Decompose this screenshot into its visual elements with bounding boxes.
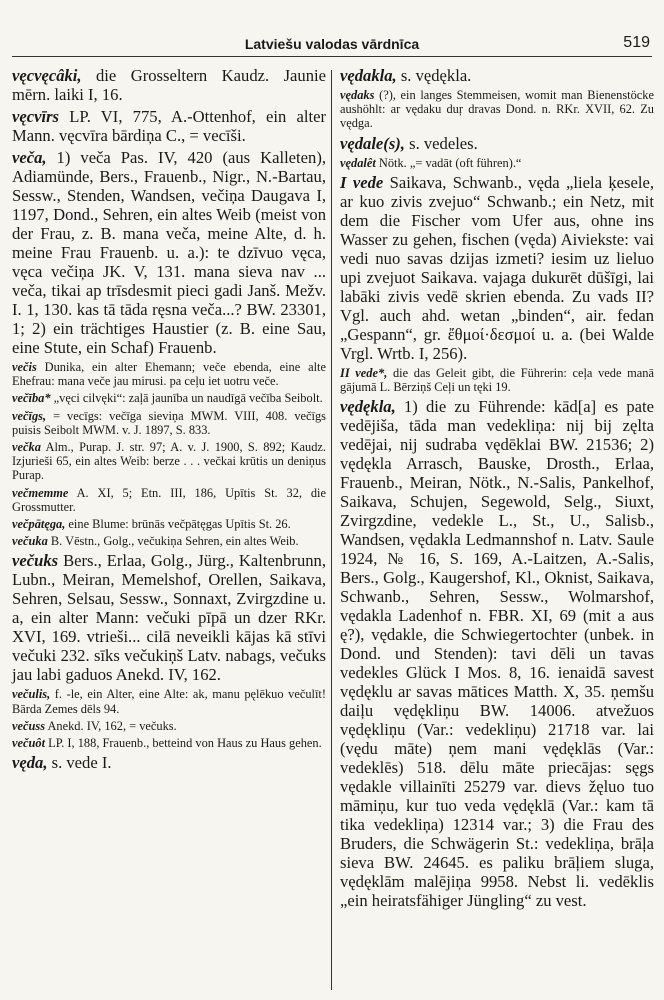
entry-definition: s. vędękla.: [396, 66, 472, 85]
page-number: 519: [623, 34, 650, 51]
entry-headword: večka: [12, 440, 41, 455]
dictionary-entry: [12, 486, 326, 514]
dictionary-entry: [12, 391, 326, 405]
entry-headword: večība*: [12, 391, 51, 406]
dictionary-entry: [12, 440, 326, 483]
entry-headword: večuôt: [12, 736, 46, 751]
entry-definition: = vecīgs: večīga sieviņa MWM. VIII, 408. večīgs puisis Seibolt MWM. v. J. 1897, S. 833.: [12, 408, 326, 437]
dictionary-entry: [340, 366, 654, 394]
dictionary-entry: [12, 66, 326, 104]
entry-definition: f. -le, ein Alter, eine Alte: ak, manu pęlēkuo večulīt! Bārda Zemes dēls 94.: [12, 687, 326, 716]
dictionary-entry: [12, 719, 326, 733]
entry-definition: 1) die zu Führende: kād[a] es pate vedējiša, tāda man vedekliņa: nij bij zęlta vedējai, nij sudraba vędēklai BW. 21536; 2) vędękla Arrasch, Bauske, Drosth., Erlaa, Frauenb., Meiran, Nötk., N.-Salis, Pankelhof, Saikava, Schujen, Segewold, Selg., Siuxt, Zvirgzdine, vedekle L., St., U., Salisb., Wandsen, vędakla Ledmannshof n. Latv. Saule 1924, № 16, S. 169, A.-Laitzen, A.-Salis, Bers., Golg., Kaugershof, Kl., Oknist, Saikava, Schwanb., Sehren, Sessw., Wolmarshof, vędakla Ladenhof n. FBR. XI, 69 (mit a aus ę?), vędakle, die Schwiegertochter (unbek. in Dond. und Stenden): tavi dēli un tavas vedekles Glück I Mos. 8, 16. ienaidā savest vędęklu ar savas mātices Matth. X, 35. ņemšu daiļu vędękliņu BW. 14006. atvežuos vędękliņu (Var.: vedekliņu) 21718 var. lai (vędu māte) ņem mani vędęklās (Var.: vedeklēs) 518. dēlu māte priecājas: sęgs vędakle villainīti 25279 var. dievs žęluo tuo māmiņu, kur tuo veda vędęklā (Var.: kam tā tika vedekliņa) 12314 var.; 3) die Frau des Bruders, die Schwägerin St.: vedekliņa, brāļa sieva BW. 24645. es paliku brāļiem sluga, vędęklām malējiņa 9958. Nebst li. vedēklis „ein heiratsfähiger Jüngling“ zu vest.: [340, 397, 654, 911]
entry-definition: eine Blume: brūnās večpātęgas Upītis St. 26.: [65, 517, 291, 532]
entry-definition: B. Vēstn., Golg., večukiņa Sehren, ein altes Weib.: [47, 534, 299, 549]
entry-definition: (?), ein langes Stemmeisen, womit man Bienenstöcke aushöhlt: ar vędaku duŗ dravas Dond. n. RKr. XVII, 62. Zu vędga.: [340, 88, 654, 131]
dictionary-entry: [340, 88, 654, 131]
entry-definition: s. vedeles.: [404, 133, 478, 153]
entry-definition: Alm., Purap. J. str. 97; A. v. J. 1900, S. 892; Kaudz. Izjurieši 65, ein altes Weib: berze . . . večkai krūtis un deniņus Purap.: [12, 440, 326, 483]
dictionary-entry: [340, 173, 654, 363]
dictionary-entry: [12, 687, 326, 715]
left-column: [12, 66, 326, 775]
entry-headword: večulis,: [12, 687, 51, 702]
entry-headword: I vede: [340, 172, 384, 192]
dictionary-entry: [12, 534, 326, 548]
entry-definition: 1) veča Pas. IV, 420 (aus Kalleten), Adiamünde, Bers., Frauenb., Nigr., N.-Bartau, Sessw., Stenden, Wandsen, večiņa Daugava I, 1197, Dond., Sehren, ein altes Weib (meist von der Frau, z. B. mana veča, meine Alte, d. h. meine Frau Frauenb. u. a.): te dzīvuo vęca, vęca večiņa JK. V, 131. mana sieva nav ... veča, tikai ap trīsdesmit pieci gadi Janš. Mežv. I. 1, 130. kas tā tāda ręsna veča...? BW. 23301, 1; 2) ein trächtiges Haustier (z. B. eine Sau, eine Stute, ein Schaf) Frauenb.: [12, 148, 326, 357]
entry-headword: večis: [12, 360, 37, 374]
entry-headword: veča,: [12, 148, 47, 167]
entry-definition: Bers., Erlaa, Golg., Jürg., Kaltenbrunn, Lubn., Meiran, Memelshof, Orellen, Saikava, Sehren, Selsau, Sessw., Sonnaxt, Zvirgzdine u. a, ein alter Mann: večuki pīpā un dzer RKr. XVI, 169. vtrieši... cilā neveikli kājas kā stīvi večuki 232. sīks večukiņš Latv. nabags, večuks jau labi gaduos Anekd. IV, 162.: [12, 551, 326, 685]
entry-definition: Nötk. „= vadāt (oft führen).“: [375, 155, 522, 170]
entry-definition: Saikava, Schwanb., vęda „liela ķesele, ar kuo zivis zvejuo“ Schwanb.; ein Netz, mit dem die Fischer vom Ufer aus, ohne ins Wasser zu gehen, fischen (vęda) Aiviekste: vai vedi nuo savas dzijas izmeti? iesim uz lieluo upi zvejuot Saikava. vajaga dukurēt dūšīgi, lai labāki zivis vedē skrien ebenda. Zu vads II? Vgl. auch ahd. wetan „binden“, air. fedan „Gespann“, gr. ἔθμοί·δεσμοί u. a. (bei Walde Vrgl. Wrtb. I, 256).: [340, 172, 654, 363]
dictionary-entry: [12, 409, 326, 437]
entry-definition: „vęci cilvęki“: zaļā jaunība un naudīgā večība Seibolt.: [50, 391, 323, 406]
dictionary-entry: [12, 107, 326, 145]
page-header: [12, 34, 652, 57]
dictionary-entry: [12, 736, 326, 750]
entry-headword: vędale(s),: [340, 133, 405, 153]
entry-definition: LP. VI, 775, A.-Ottenhof, ein alter Mann. vęcvīra bārdiņa C., = vecīši.: [12, 107, 326, 145]
entry-headword: večpātęga,: [12, 517, 66, 532]
dictionary-entry: [340, 66, 654, 85]
dictionary-title: Latviešu valodas vārdnīca: [244, 36, 420, 52]
entry-headword: vęcvęcâki,: [12, 66, 82, 85]
entry-definition: Dunika, ein alter Ehemann; veče ebenda, eine alte Ehefrau: mana veče jau mirusi. pa ceļu iet uotru veče.: [12, 360, 326, 389]
entry-definition: s. vede I.: [47, 753, 112, 773]
entry-headword: večuks: [12, 551, 59, 571]
entry-headword: vęcvīrs: [12, 107, 59, 126]
dictionary-entry: [340, 134, 654, 153]
dictionary-entry: [12, 517, 326, 531]
dictionary-entry: [12, 360, 326, 388]
entry-definition: die das Geleit gibt, die Führerin: ceļa vede manā gājumā L. Bērziņš Ceļi un tęki 19.: [340, 365, 654, 395]
entry-headword: vędalêt: [340, 155, 376, 170]
entry-definition: die Grosseltern Kaudz. Jaunie mērn. laiki I, 16.: [12, 66, 326, 104]
entry-headword: II vede*,: [340, 365, 388, 380]
dictionary-entry: [340, 397, 654, 910]
entry-headword: vędękla,: [340, 397, 396, 417]
dictionary-entry: [12, 551, 326, 684]
entry-headword: večmemme: [12, 485, 69, 500]
entry-headword: večīgs,: [12, 408, 47, 423]
dictionary-entry: [12, 753, 326, 772]
entry-definition: A. XI, 5; Etn. III, 186, Upītis St. 32, die Grossmutter.: [12, 485, 326, 514]
entry-headword: vędaks: [340, 88, 375, 102]
entry-headword: vędakla,: [340, 66, 397, 85]
entry-headword: večuss: [12, 718, 46, 733]
entry-definition: LP. I, 188, Frauenb., betteind von Haus zu Haus gehen.: [45, 736, 322, 751]
dictionary-entry: [340, 156, 654, 170]
entry-headword: večuka: [12, 534, 48, 549]
column-divider: [331, 70, 332, 990]
dictionary-entry: [12, 148, 326, 357]
right-column: [340, 66, 654, 913]
entry-headword: vęda,: [12, 753, 48, 773]
entry-definition: Anekd. IV, 162, = večuks.: [45, 718, 177, 733]
